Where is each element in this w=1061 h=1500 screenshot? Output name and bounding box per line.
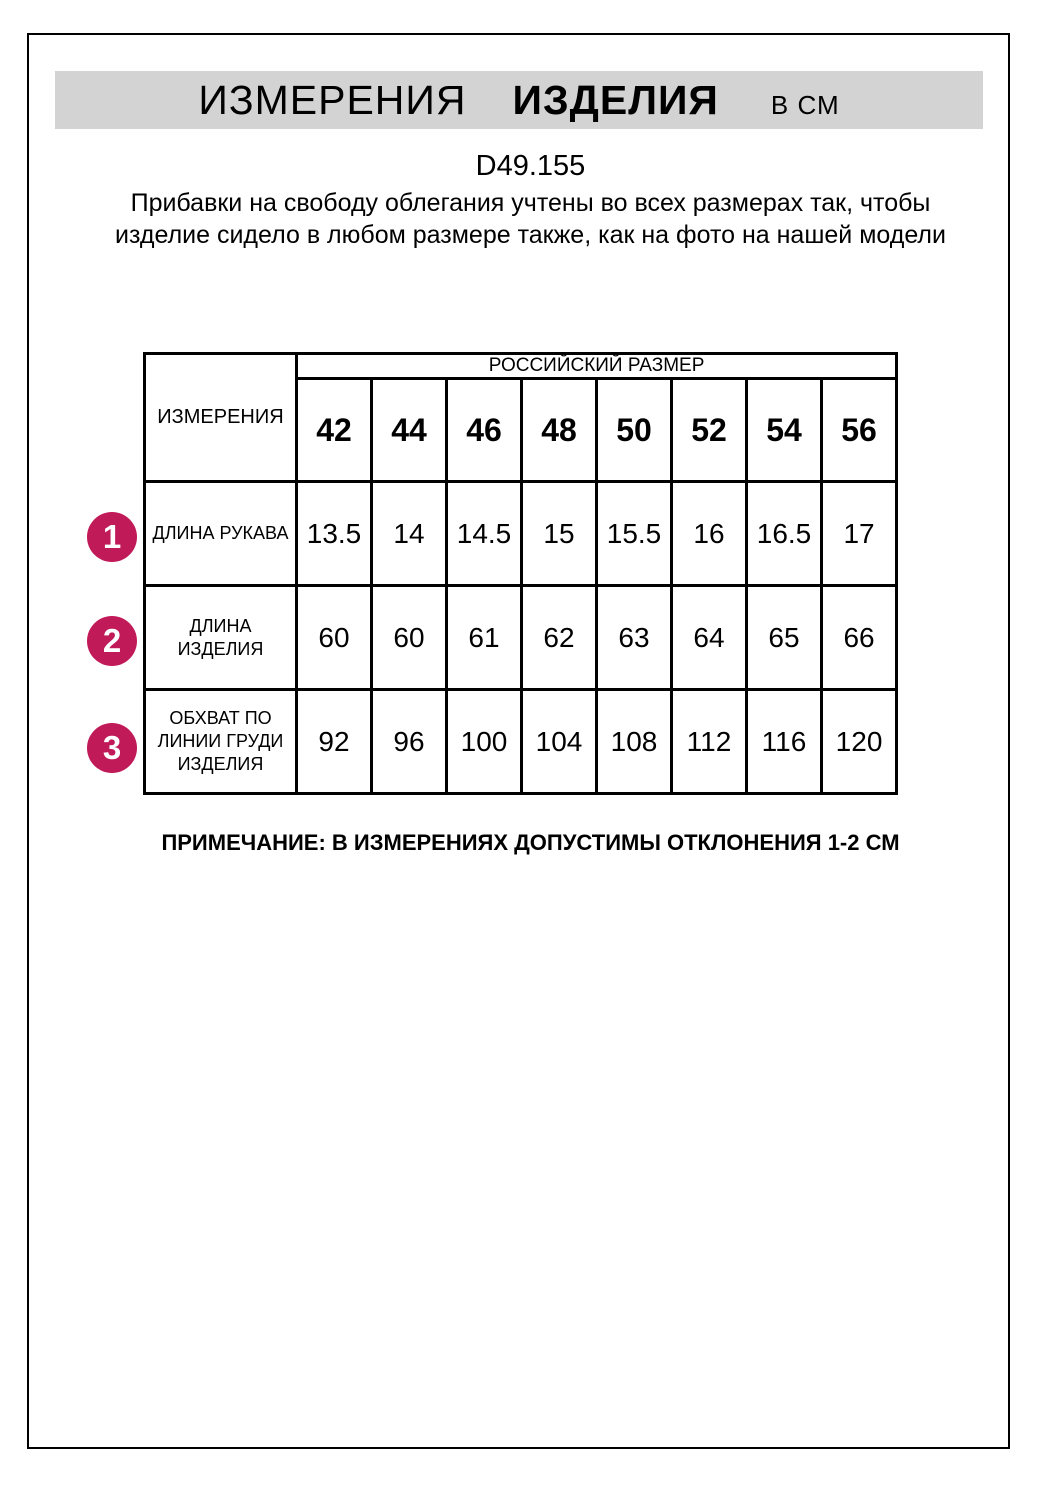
header-bar bbox=[55, 71, 983, 129]
size-table bbox=[143, 352, 898, 795]
measurement-value: 66 bbox=[822, 586, 897, 690]
measurement-value: 100 bbox=[447, 690, 522, 794]
measurement-value: 60 bbox=[372, 586, 447, 690]
measurement-value: 16.5 bbox=[747, 482, 822, 586]
header-title-measurements: ИЗМЕРЕНИЯ bbox=[198, 77, 467, 123]
measurement-value: 14 bbox=[372, 482, 447, 586]
measurement-value: 104 bbox=[522, 690, 597, 794]
table-row-sleeve-length bbox=[145, 482, 897, 586]
row-label: ДЛИНА РУКАВА bbox=[145, 482, 297, 586]
row-label: ОБХВАТ ПО ЛИНИИ ГРУДИ ИЗДЕЛИЯ bbox=[145, 690, 297, 794]
measurement-value: 65 bbox=[747, 586, 822, 690]
tolerance-note: ПРИМЕЧАНИЕ: В ИЗМЕРЕНИЯХ ДОПУСТИМЫ ОТКЛОНЕНИЯ 1-2 СМ bbox=[161, 830, 900, 855]
size-header-cell: 44 bbox=[372, 379, 447, 482]
size-header-cell: 52 bbox=[672, 379, 747, 482]
measurement-value: 60 bbox=[297, 586, 372, 690]
size-group-header: РОССИЙСКИЙ РАЗМЕР bbox=[297, 354, 897, 379]
table-row-item-length bbox=[145, 586, 897, 690]
row-number-badge-2: 2 bbox=[87, 616, 137, 666]
table-corner-header: ИЗМЕРЕНИЯ bbox=[145, 354, 297, 482]
measurement-value: 120 bbox=[822, 690, 897, 794]
measurement-value: 15 bbox=[522, 482, 597, 586]
measurement-value: 14.5 bbox=[447, 482, 522, 586]
size-header-cell: 56 bbox=[822, 379, 897, 482]
size-header-cell: 50 bbox=[597, 379, 672, 482]
measurement-value: 108 bbox=[597, 690, 672, 794]
measurement-value: 15.5 bbox=[597, 482, 672, 586]
size-header-cell: 42 bbox=[297, 379, 372, 482]
measurement-value: 92 bbox=[297, 690, 372, 794]
measurement-value: 63 bbox=[597, 586, 672, 690]
measurement-value: 61 bbox=[447, 586, 522, 690]
row-number-badge-1: 1 bbox=[87, 512, 137, 562]
measurement-value: 96 bbox=[372, 690, 447, 794]
header-unit-label: В СМ bbox=[770, 90, 840, 120]
row-number-badge-3: 3 bbox=[87, 723, 137, 773]
measurement-value: 112 bbox=[672, 690, 747, 794]
measurement-value: 17 bbox=[822, 482, 897, 586]
product-code: D49.155 bbox=[475, 150, 586, 182]
size-header-cell: 54 bbox=[747, 379, 822, 482]
row-label: ДЛИНА ИЗДЕЛИЯ bbox=[145, 586, 297, 690]
size-header-cell: 48 bbox=[522, 379, 597, 482]
measurement-value: 64 bbox=[672, 586, 747, 690]
size-header-cell: 46 bbox=[447, 379, 522, 482]
measurement-value: 116 bbox=[747, 690, 822, 794]
measurement-value: 13.5 bbox=[297, 482, 372, 586]
measurement-value: 62 bbox=[522, 586, 597, 690]
table-row-chest-girth bbox=[145, 690, 897, 794]
fit-description: Прибавки на свободу облегания учтены во всех размерах так, чтобы изделие сидело в любом размере также, как на фото на нашей модели bbox=[115, 189, 946, 249]
header-title-product: ИЗДЕЛИЯ bbox=[512, 77, 719, 123]
measurement-value: 16 bbox=[672, 482, 747, 586]
size-group-header-row bbox=[145, 354, 897, 379]
